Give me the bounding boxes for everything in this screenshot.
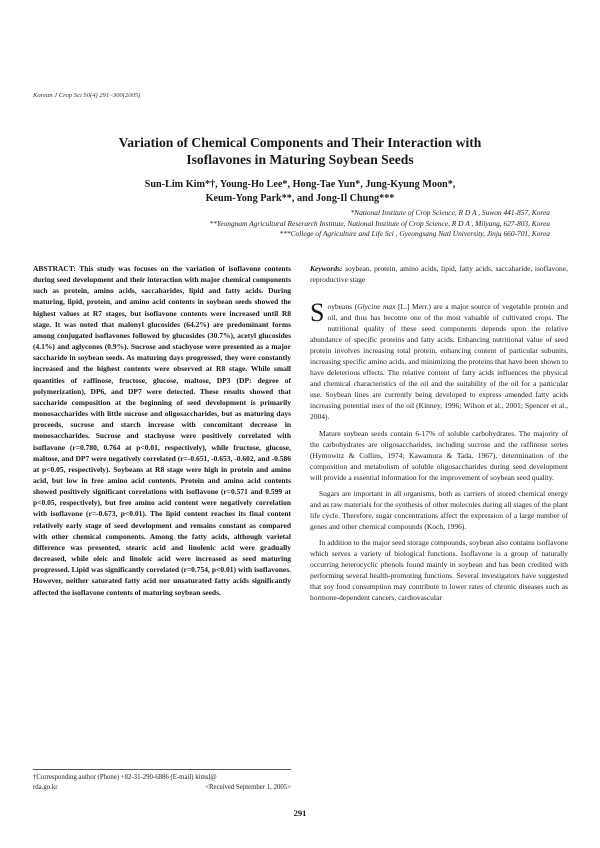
received-date: <Received September 1, 2005> (205, 784, 291, 791)
body-text (310, 298, 568, 603)
corresponding-author-footnote (33, 769, 291, 793)
keywords-label: Keywords: (310, 264, 343, 273)
footnote-email-domain: rda.go.kr (33, 784, 58, 791)
left-column (33, 263, 291, 598)
footnote-line-2 (33, 783, 291, 793)
affiliation-2: **Yeongnam Agricultural Reserarch Institute, National Institute of Crop Science, R D A , Milyang, 627-803, Korea (209, 218, 550, 228)
author-list (30, 178, 570, 205)
journal-header: Korean J Crop Sci 50(4) 291~300(2005) (33, 92, 141, 99)
drop-cap: S (310, 298, 325, 327)
paragraph-1 (310, 298, 568, 423)
footnote-line-1: †Corresponding author (Phone) +82-31-290-6886 (E-mail) kimsl@ (33, 774, 217, 781)
paragraph-1-rest: [L.] Merr.) are a major source of vegetable protein and oil, and thus has become one of the most valuable of cultivated crops. The nutritional quality of these seed components depends upon the relative abundance of specific proteins and fatty acids. Enhancing nutritional value of seed protein involves increasing total protein, enhancing content of particular subunits, increasing specific amino acids, and minimizing the proteins that have been shown to have deleterious effects. The relative content of fatty acids influences the physical and chemical characteristics of the oil and the suitability of the oil for a particular use. Soybean lines are currently being developed to express amended fatty acids increasing potential uses of the oil (Kinney, 1996; Wilson et al., 2001; Spencer et al., 2004). (310, 302, 568, 422)
affiliations (30, 208, 550, 240)
paragraph-4: In addition to the major seed storage compounds, soybean also contains isoflavone which serves a variety of biological functions. Isoflavone is a group of naturally occurring heterocyclic phenols found mainly in soybean and has been credited with performing several health-promoting functions. Several investigators have suggested that soy food consumption may contribute to lower rates of chronic diseases such as hormone-dependent cancers, cardiovascular (310, 537, 568, 603)
paragraph-1-start: oybeans ( (327, 302, 358, 311)
paragraph-3: Sugars are important in all organisms, both as carriers of stored chemical energy and as raw materials for the synthesis of other molecules during all stages of the plant life cycle. Therefore, sugar concentrations affect the expression of a large number of genes and other chemical compounds (Koch, 1996). (310, 488, 568, 531)
title-line-1: Variation of Chemical Components and Their Interaction with (118, 135, 482, 150)
authors-line-1: Sun-Lim Kim*†, Young-Ho Lee*, Hong-Tae Yun*, Jung-Kyung Moon*, (144, 179, 456, 190)
title-line-2: Isoflavones in Maturing Soybean Seeds (186, 152, 414, 167)
affiliation-1: *National Institute of Crop Science, R D A , Suwon 441-857, Korea (350, 208, 550, 217)
page-number: 291 (293, 808, 307, 818)
keywords (310, 263, 568, 285)
authors-line-2: Keum-Yong Park**, and Jong-Il Chung*** (205, 192, 395, 204)
paragraph-2: Mature soybean seeds contain 6-17% of soluble carbohydrates. The majority of the carbohydrates are oligosaccharides, including sucrose and the raffinose series (Hymowitz & Collins, 1974; Kawamura & Tada, 1967), determination of the composition and metabolism of soluble oligosaccharides during seed development will provide a essential information for the improvement of soybean seed quality. (310, 428, 568, 482)
keywords-text: soybean, protein, amino acids, lipid, fatty acids, saccaharide, isoflavone, reproductive stage (310, 264, 568, 284)
species-name: Glycine max (357, 302, 396, 311)
paper-title (30, 134, 570, 168)
right-column (310, 263, 568, 608)
abstract: ABSTRACT: This study was focuses on the variation of isoflavone contents during seed development and their interaction with major chemical components such as protein, amino acids, saccaharides, lipid and fatty acids. During maturing, lipid, protein, and amino acid contents in soybean seeds showed the highest values at R7 stages, but isoflavone contents were increased until R8 stage. It was noted that malonyl glucosides (64.2%) are predominant forms among conjugated isoflavones followed by glucosides (30.7%), acetyl glucosides (4.1%) and aglycones (0.9%). Sucrose and stachyose were presented as a major saccharide in soybean seeds. As maturing days progressed, they were constantly increased and the highest contents were observed at R8 stage. While small quantities of raffinose, fructose, glucose, maltose, DP3 (DP: degree of polymerization), DP6, and DP7 were detected. These results showed that saccharide composition at the beginning of seed development is primarily monosaccharides with little sucrose and oligosaccharides, but as maturing days proceeds, sucrose and starch increase with concomitant decrease in monosaccharides. Sucrose and stachyose were positively correlated with isoflavone (r=0.780, 0.764 at p<0.01, respectively), while fructose, glucose, maltose, and DP7 were negatively correlated (r=-0.651, -0.653, -0.602, and -0.586 at p<0.05, respectively). Soybeans at R8 stage were high in protein and amino acid, but low in free amino acid contents. Protein and amino acid contents showed positively significant correlations with isoflavone (r=0.571 and 0.599 at p<0.05, respectively), but free amino acid content were negatively correlation with isoflavone (r=-0.673, p<0.01). The lipid content reaches its final content relatively early stage of seed development and remains constant as compared with other chemical components. Among the fatty acids, although varietal difference was presented, stearic acid and linolenic acid were gradually decreased, while oleic and linoleic acid were increased as seed maturing progressed. Lipid was significantly correlated (r=0.754, p<0.01) with isoflavones. However, neither saturated fatty acid nor unsaturated fatty acids significantly affected the isoflavone contents of maturing soybean seeds. (33, 264, 291, 597)
affiliation-3: ***College of Agriculture and Life Sci , Gyeongsang Natl University, Jinju 660-701, Korea (279, 229, 550, 239)
